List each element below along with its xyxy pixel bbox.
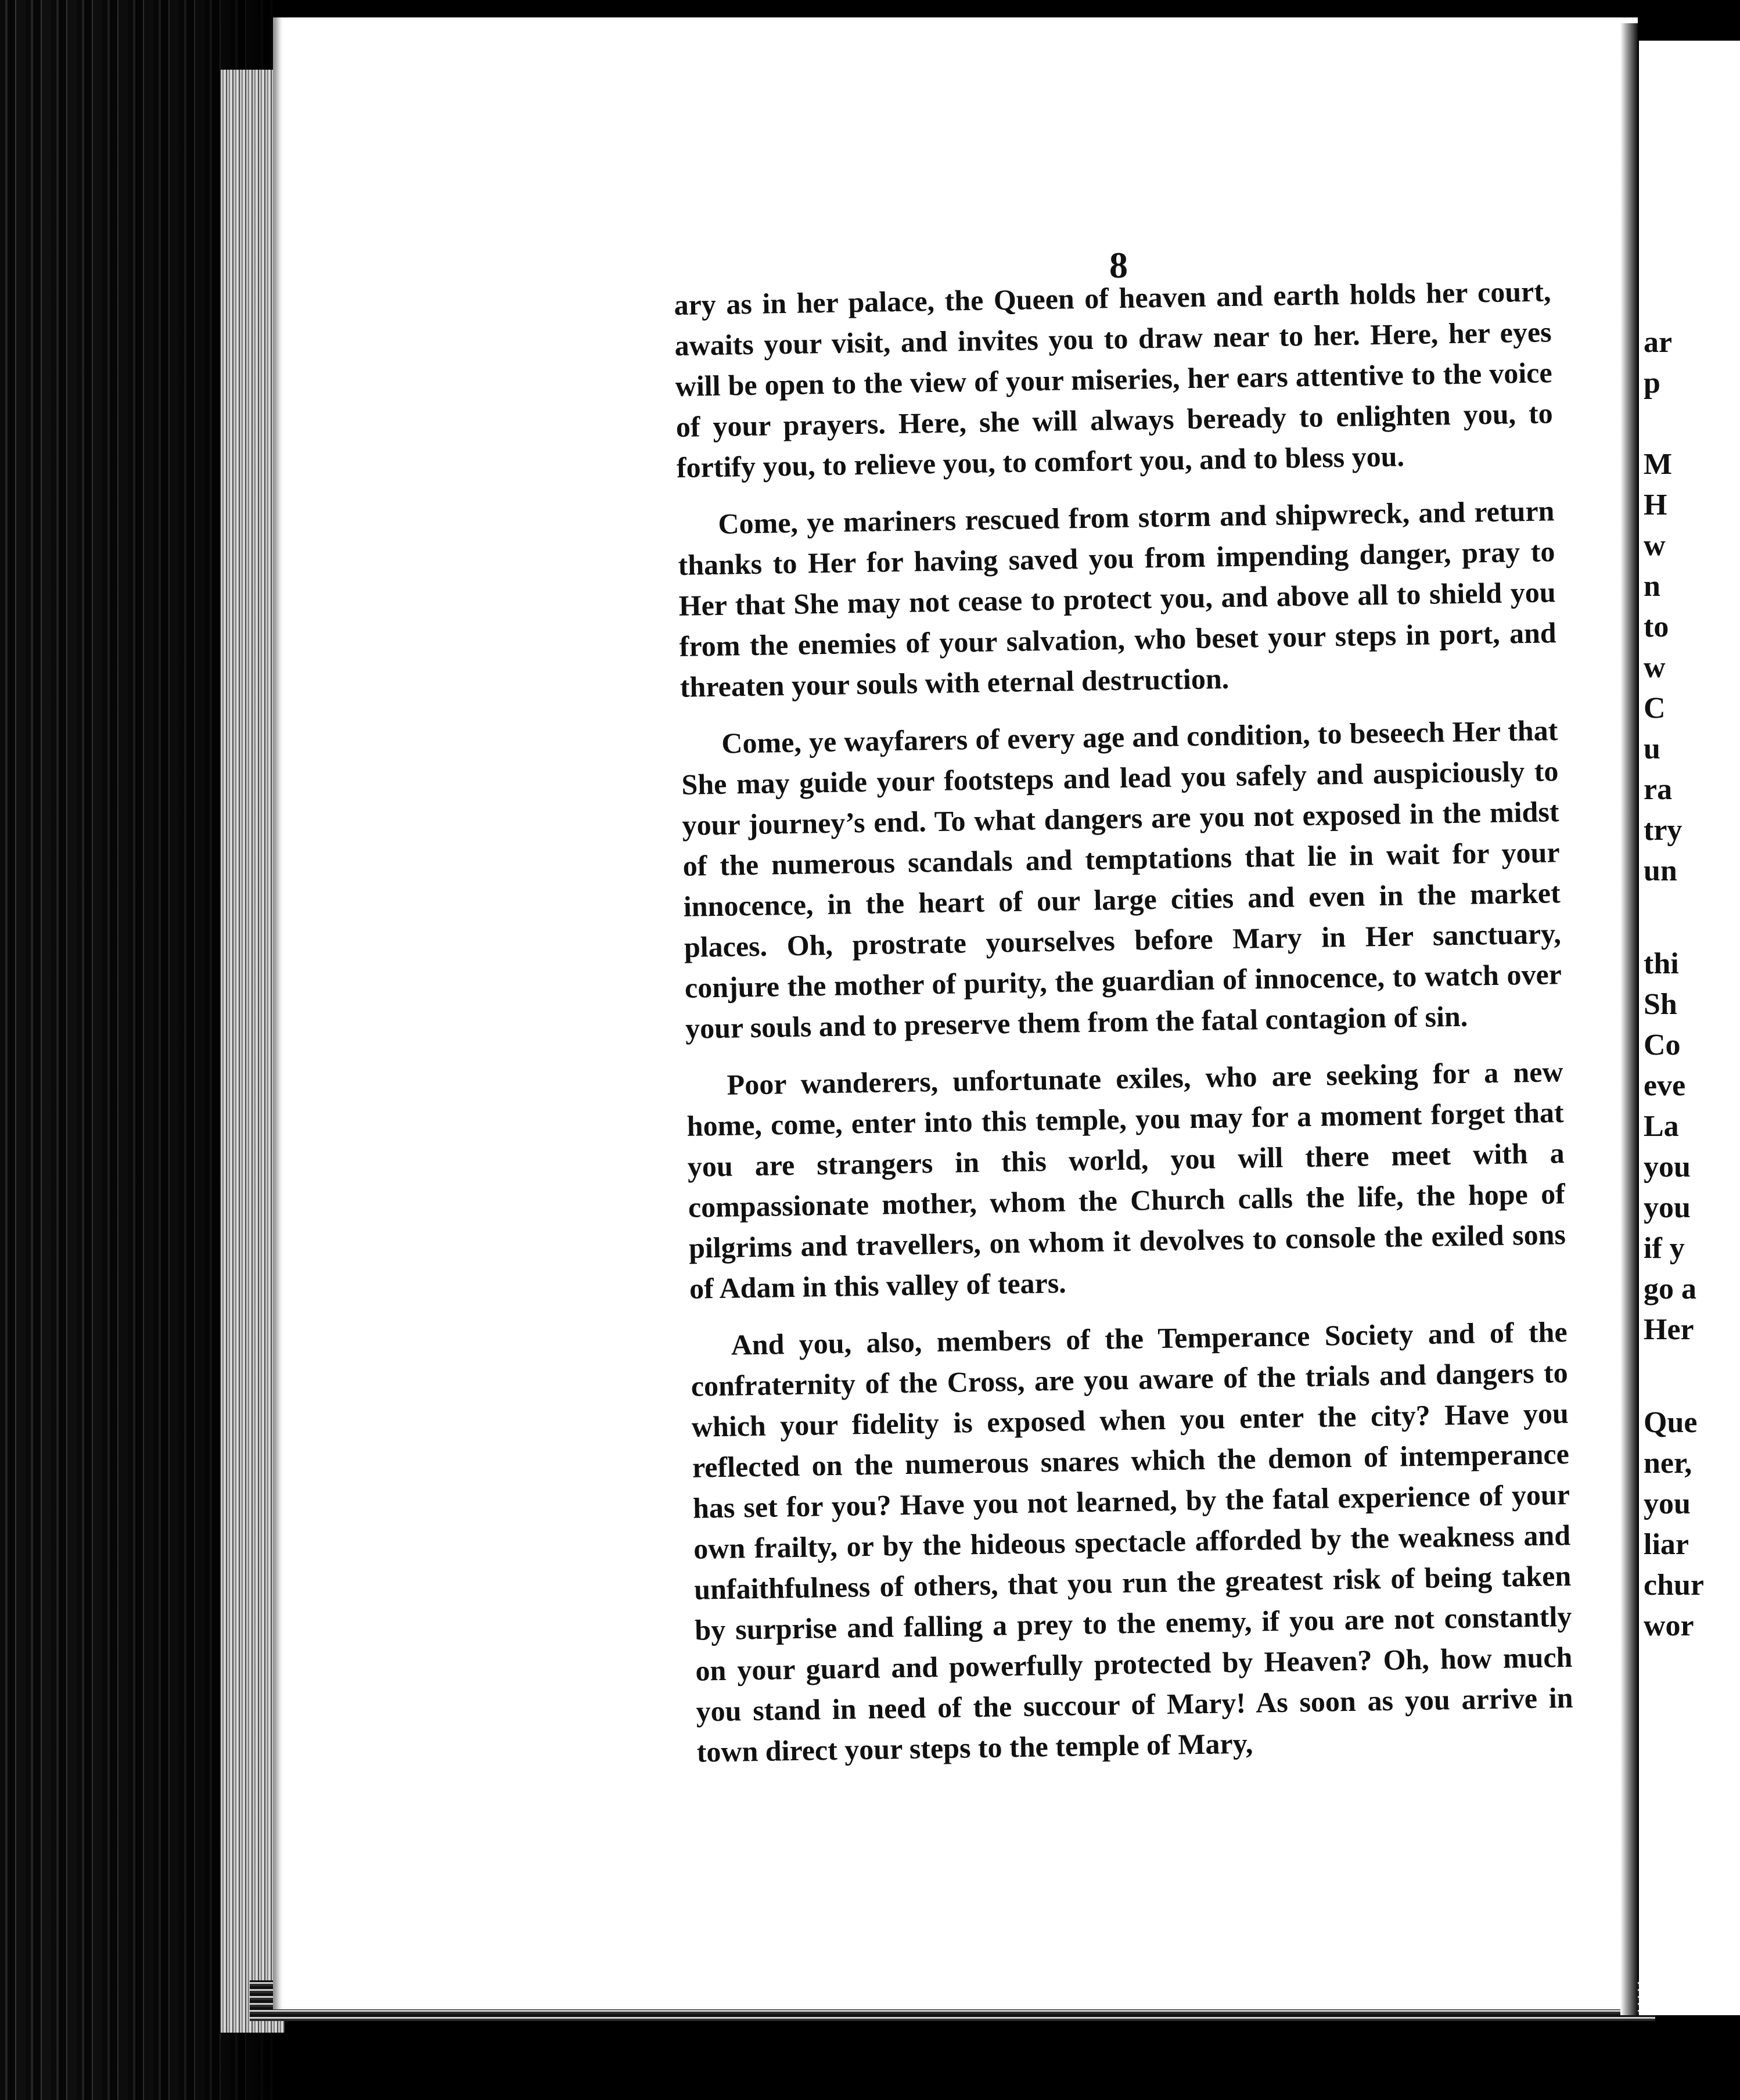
- adjacent-line: go a: [1644, 1272, 1696, 1306]
- adjacent-line: n: [1644, 570, 1660, 603]
- adjacent-line: Co: [1644, 1029, 1681, 1062]
- adjacent-line: C: [1644, 692, 1666, 725]
- adjacent-line: try: [1644, 814, 1683, 847]
- paragraph: And you, also, members of the Temperance Society and of the confraternity of the Cross, are you aware of the trials and dangers to which your fidelity is exposed when you enter the city? Have you reflected on the numerous snares which the demon of intemperance has set for you? Have you not learned, by the fatal experience of your own frailty, or by the hideous spectacle afforded by the weakness and unfaithfulness of others, that you run the greatest risk of being taken by surprise and falling a prey to the enemy, if you are not constantly on your guard and powerfully protected by Heaven? Oh, how much you stand in need of the succour of Mary! As soon as you arrive in town direct your steps to the temple of Mary,: [691, 1315, 1573, 1768]
- adjacent-line: ar: [1644, 326, 1673, 359]
- paragraph: ary as in her palace, the Queen of heaven and earth holds her court, awaits your visit, and invites you to draw near to her. Here, her eyes will be open to the view of your miseries, her ears attentive to the voice of your prayers. Here, she will always beready to enlighten you, to fortify you, to relieve you, to comfort you, and to bless you.: [674, 275, 1554, 484]
- adjacent-line: H: [1644, 488, 1667, 522]
- adjacent-line: you: [1644, 1487, 1691, 1520]
- paragraph: Poor wanderers, unfortunate exiles, who are seeking for a new home, come, enter into this temple, you may for a moment forget that you are strangers in this world, you will there meet with a compassionate mother, whom the Church calls the life, the hope of pilgrims and travellers, on whom it devolves to console the exiled sons of Adam in this valley of tears.: [686, 1055, 1566, 1305]
- adjacent-line: thi: [1644, 947, 1679, 980]
- adjacent-line: wor: [1644, 1609, 1694, 1642]
- adjacent-line: you: [1644, 1150, 1691, 1184]
- adjacent-line: w: [1644, 529, 1666, 562]
- adjacent-line: un: [1644, 854, 1677, 887]
- page-text: [674, 271, 1574, 1788]
- adjacent-line: to: [1644, 610, 1669, 643]
- adjacent-line: ra: [1644, 773, 1673, 806]
- gutter-shadow: [1620, 23, 1638, 2015]
- adjacent-page: [1639, 41, 1740, 2015]
- adjacent-line: Sh: [1644, 988, 1677, 1021]
- adjacent-line: p: [1644, 366, 1660, 400]
- adjacent-line: ner,: [1644, 1447, 1692, 1480]
- adjacent-line: w: [1644, 651, 1666, 684]
- adjacent-line: you: [1644, 1191, 1691, 1224]
- adjacent-line: u: [1644, 732, 1660, 765]
- paragraph: Come, ye mariners rescued from storm and shipwreck, and return thanks to Her for having saved you from impending danger, pray to Her that She may not cease to protect you, and above all to shield you from the enemies of your salvation, who beset your steps in port, and threaten your souls with eternal destruction.: [678, 494, 1557, 703]
- adjacent-line: Her: [1644, 1313, 1694, 1346]
- adjacent-line: eve: [1644, 1069, 1686, 1102]
- adjacent-line: liar: [1644, 1528, 1689, 1561]
- adjacent-line: Que: [1644, 1406, 1698, 1439]
- adjacent-line: M: [1644, 448, 1673, 481]
- page-number: 8: [1109, 244, 1128, 286]
- adjacent-line: if y: [1644, 1232, 1685, 1265]
- paragraph: Come, ye wayfarers of every age and condition, to beseech Her that She may guide your footsteps and lead you safely and auspiciously to your journey’s end. To what dangers are you not exposed in the midst of the numerous scandals and temptations that lie in wait for your innocence, in the heart of our large cities and even in the market places. Oh, prostrate yourselves before Mary in Her sanctuary, conjure the mother of purity, the guardian of innocence, to watch over your souls and to preserve them from the fatal contagion of sin.: [681, 714, 1562, 1045]
- adjacent-line: La: [1644, 1110, 1679, 1143]
- adjacent-line: chur: [1644, 1569, 1704, 1602]
